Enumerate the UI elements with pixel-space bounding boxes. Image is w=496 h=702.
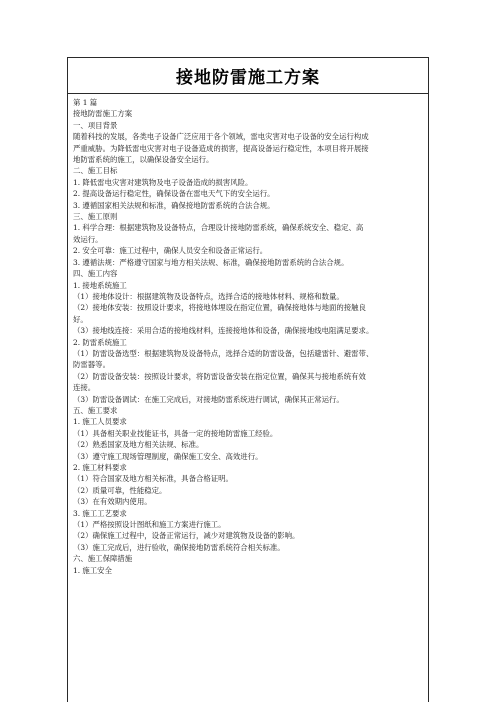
document-body (68, 94, 428, 576)
text-line: 五、施工要求 (73, 405, 118, 415)
text-line: 随着科技的发展，各类电子设备广泛应用于各个领域，雷电灾害对电子设备的安全运行构成 (73, 132, 369, 142)
text-line: 3. 遵循法规：严格遵守国家与地方相关法规、标准，确保接地防雷系统的合法合规。 (73, 257, 349, 267)
text-line: （3）防雷设备调试：在施工完成后，对接地防雷系统进行调试，确保其正常运行。 (73, 394, 344, 404)
text-line: （1）严格按照设计图纸和施工方案进行施工。 (73, 520, 226, 530)
text-line: 地防雷系统的施工，以确保设备安全运行。 (73, 155, 214, 165)
text-line: 效运行。 (73, 234, 103, 244)
text-line: 2. 提高设备运行稳定性，确保设备在雷电天气下的安全运行。 (73, 189, 275, 199)
text-line: （2）熟悉国家及地方相关法规、标准。 (73, 440, 204, 450)
text-line: 2. 安全可靠：施工过程中，确保人员安全和设备正常运行。 (73, 246, 268, 256)
text-line: 接地防雷施工方案 (73, 109, 133, 119)
text-line: （3）接地线连接：采用合适的接地线材料，连接接地体和设备，确保接地线电阻满足要求。 (73, 326, 374, 336)
text-line: 2. 防雷系统施工 (73, 337, 127, 347)
text-line: 2. 施工材料要求 (73, 463, 127, 472)
text-line: （3）在有效期内使用。 (73, 497, 152, 507)
text-line: （1）防雷设备选型：根据建筑物及设备特点，选择合适的防雷设备，包括避雷针、避雷带、 (73, 348, 374, 358)
text-line: （1）接地体设计：根据建筑物及设备特点，选择合适的接地体材料、规格和数量。 (73, 291, 344, 301)
text-line: 1. 降低雷电灾害对建筑物及电子设备造成的损害风险。 (73, 177, 253, 187)
text-line: 连接。 (73, 383, 96, 393)
text-line: 六、施工保障措施 (73, 554, 133, 564)
title-row (68, 58, 428, 94)
text-line: 1. 施工安全 (73, 565, 112, 575)
text-line: 四、施工内容 (73, 269, 118, 279)
text-line: 1. 施工人员要求 (73, 417, 127, 427)
text-line: 3. 施工工艺要求 (73, 508, 127, 518)
text-line: 第 1 篇 (73, 98, 98, 107)
text-line: （2）防雷设备安装：按照设计要求，将防雷设备安装在指定位置，确保其与接地系统有效 (73, 371, 366, 381)
text-line: 二、施工目标 (73, 166, 118, 176)
text-line: 1. 接地系统施工 (73, 280, 127, 290)
text-line: （2）质量可靠，性能稳定。 (73, 485, 167, 495)
text-line: 1. 科学合理：根据建筑物及设备特点，合理设计接地防雷系统，确保系统安全、稳定、高 (73, 223, 364, 233)
text-line: 一、项目背景 (73, 120, 118, 130)
text-line: （2）接地体安装：按照设计要求，将接地体埋设在指定位置，确保接地体与地面的接触良 (73, 303, 366, 313)
text-line: 好。 (73, 314, 88, 324)
text-line: （3）施工完成后，进行验收，确保接地防雷系统符合相关标准。 (73, 542, 285, 552)
text-line: 3. 遵循国家相关法规和标准，确保接地防雷系统的合法合规。 (73, 200, 275, 210)
text-line: （3）遵守施工现场管理制度，确保施工安全、高效进行。 (73, 451, 263, 461)
text-line: 严重威胁。为降低雷电灾害对电子设备造成的损害，提高设备运行稳定性，本项目将开展接 (73, 143, 369, 153)
text-line: （1）具备相关职业技能证书，具备一定的接地防雷施工经验。 (73, 428, 278, 438)
text-line: （2）确保施工过程中，设备正常运行，减少对建筑物及设备的影响。 (73, 531, 300, 541)
document-title: 接地防雷施工方案 (176, 68, 320, 88)
text-line: 防雷器等。 (73, 360, 110, 370)
text-line: 三、施工原则 (73, 212, 118, 222)
text-line: （1）符合国家及地方相关标准，具备合格证明。 (73, 474, 233, 484)
document-frame (67, 57, 429, 702)
